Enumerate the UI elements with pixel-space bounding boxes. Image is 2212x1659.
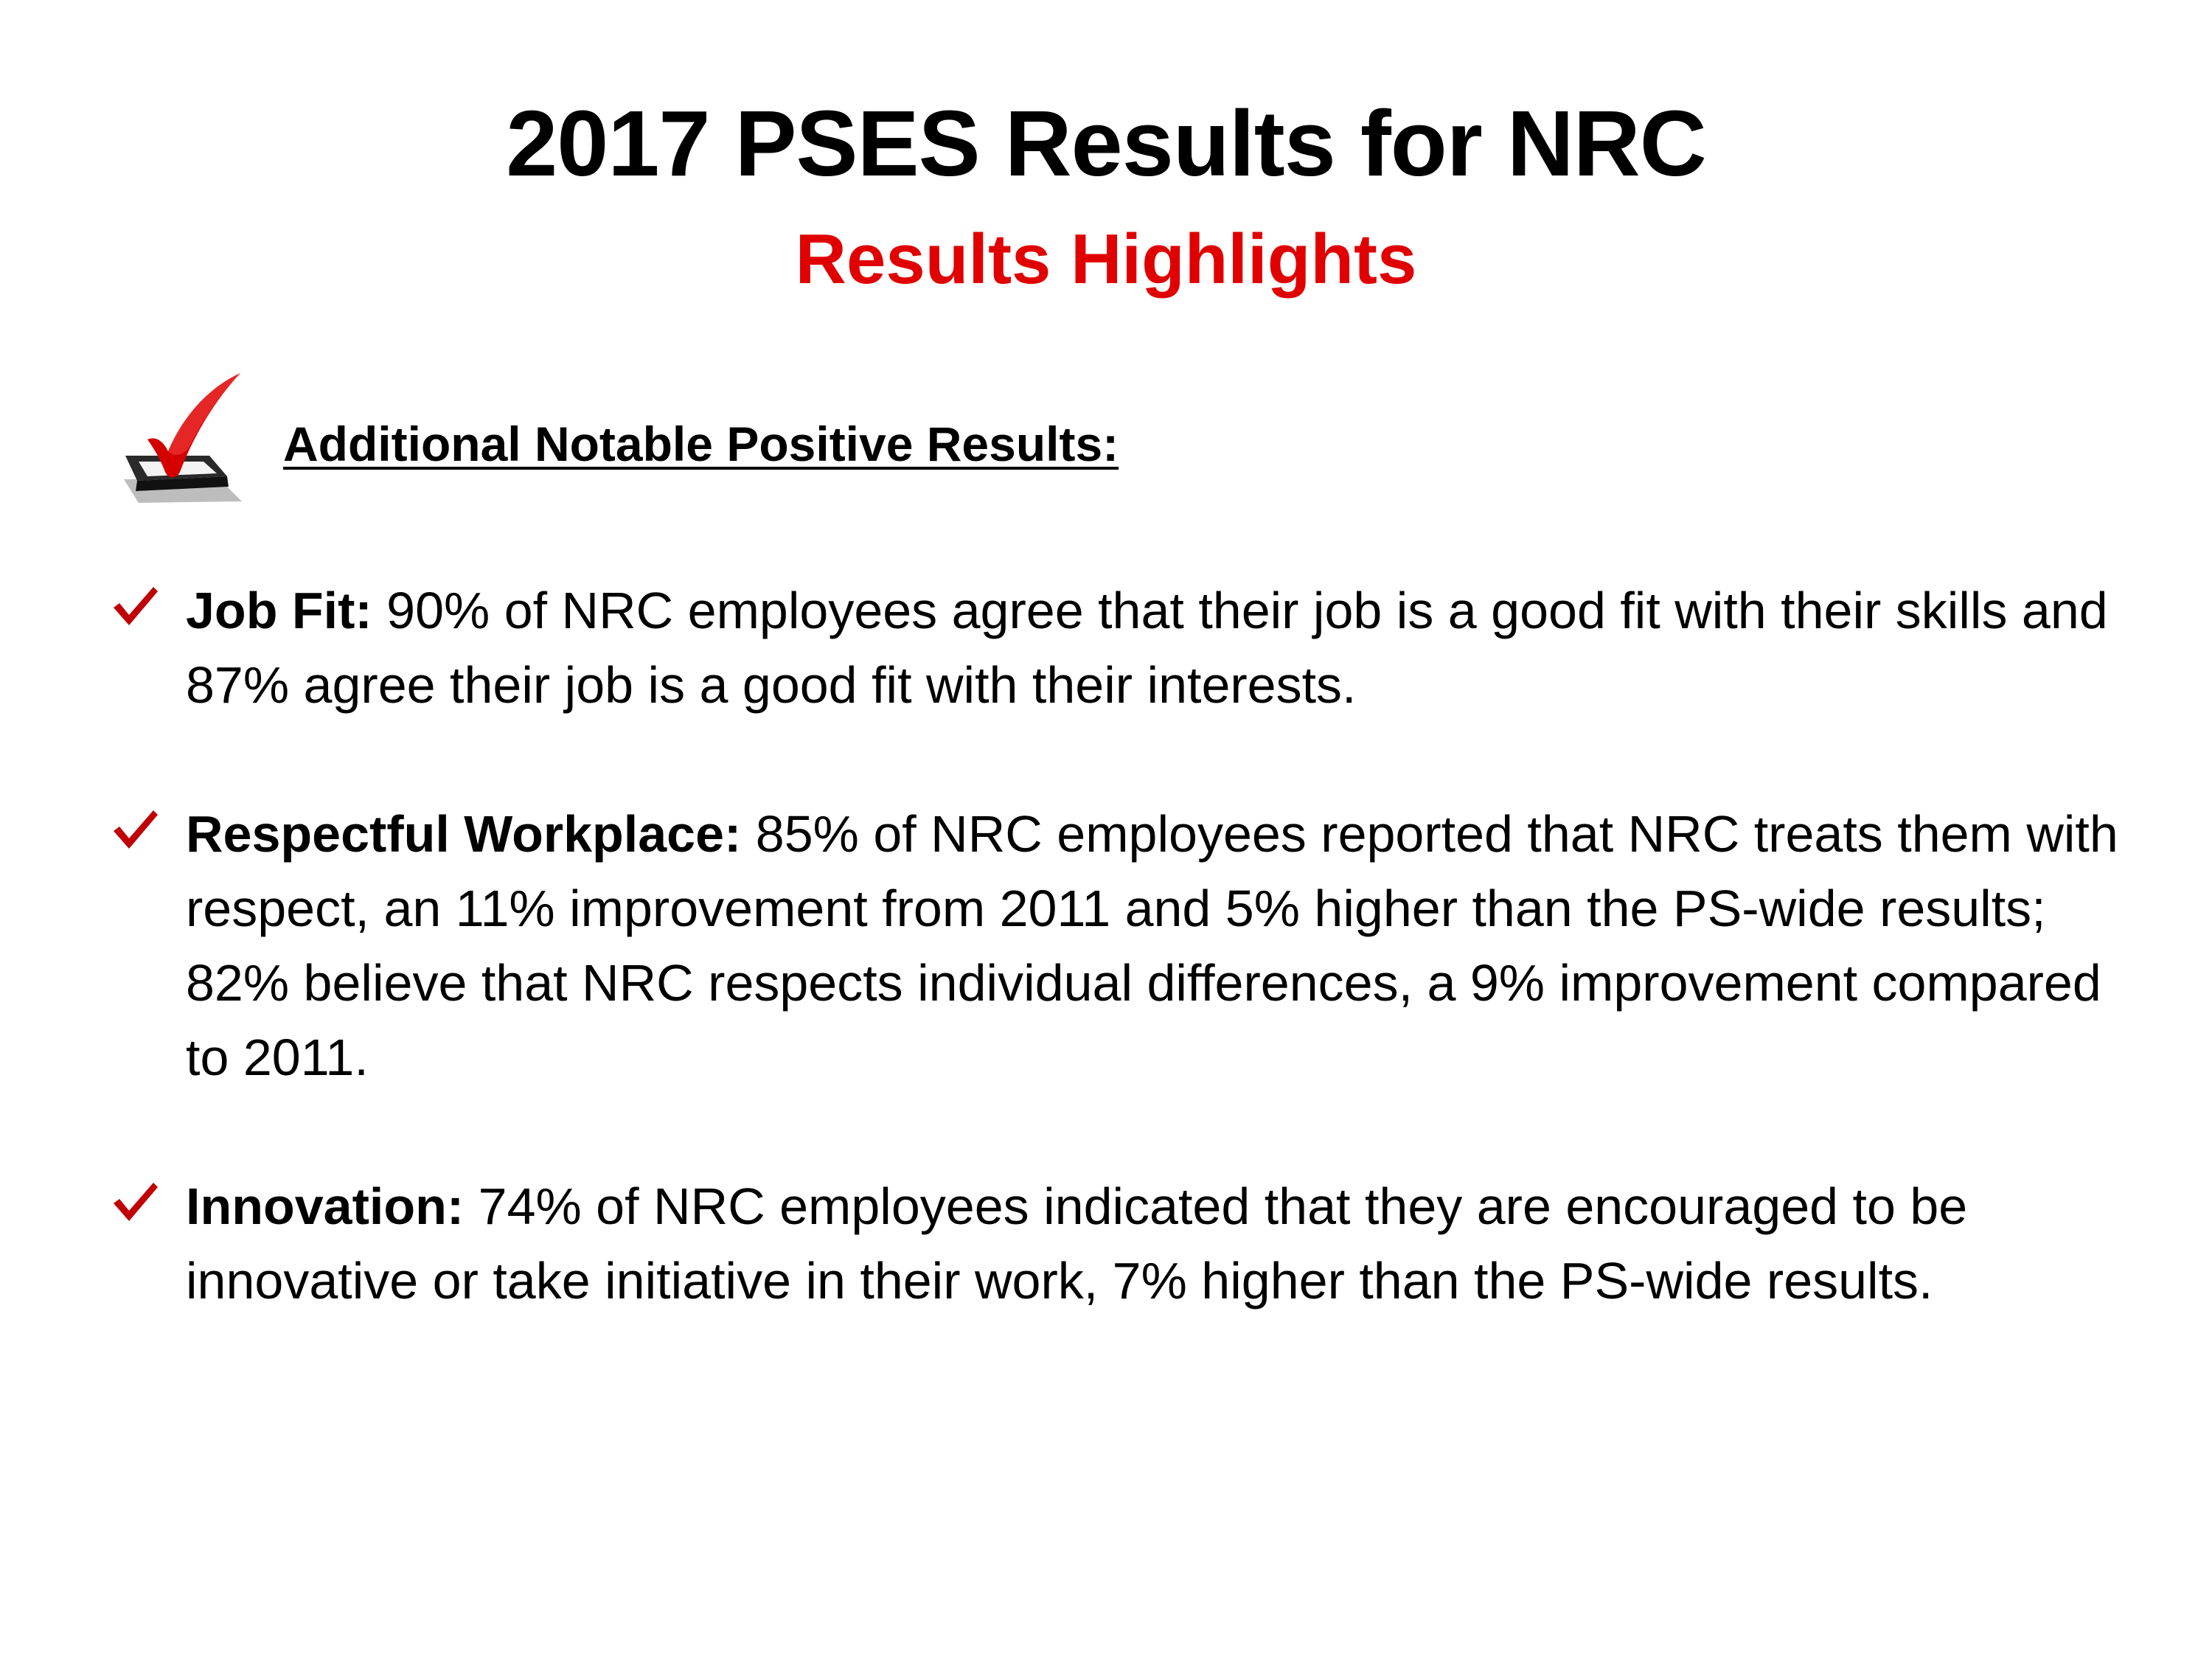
checkmark-icon [109, 581, 161, 633]
checkmark-icon [109, 1177, 161, 1228]
checkmark-icon [109, 804, 161, 856]
bullet-label: Job Fit: [186, 582, 372, 639]
list-item-respectful-workplace [103, 797, 2153, 1095]
bullet-list [103, 574, 2153, 1393]
slide-title: 2017 PSES Results for NRC [506, 91, 1706, 195]
list-item-innovation [103, 1169, 2153, 1318]
bullet-text: 74% of NRC employees indicated that they are encouraged to be innovative or take initiative in their work, 7% higher than the PS-wide results. [186, 1178, 1968, 1310]
bullet-label: Respectful Workplace: [186, 805, 742, 863]
checkbox-checkmark-icon [109, 369, 254, 509]
list-item-job-fit [103, 574, 2153, 723]
bullet-text: 90% of NRC employees agree that their job is a good fit with their skills and 87% agree their job is a good fit with their interests. [186, 582, 2108, 714]
section-heading: Additional Notable Positive Results: [283, 417, 1119, 471]
bullet-text: 85% of NRC employees reported that NRC treats them with respect, an 11% improvement from 2011 and 5% higher than the PS-wide results; 82% believe that NRC respects individual differences, a 9% improvement compared to 2011. [186, 805, 2118, 1086]
bullet-label: Innovation: [186, 1178, 465, 1235]
slide-subtitle: Results Highlights [795, 220, 1417, 299]
